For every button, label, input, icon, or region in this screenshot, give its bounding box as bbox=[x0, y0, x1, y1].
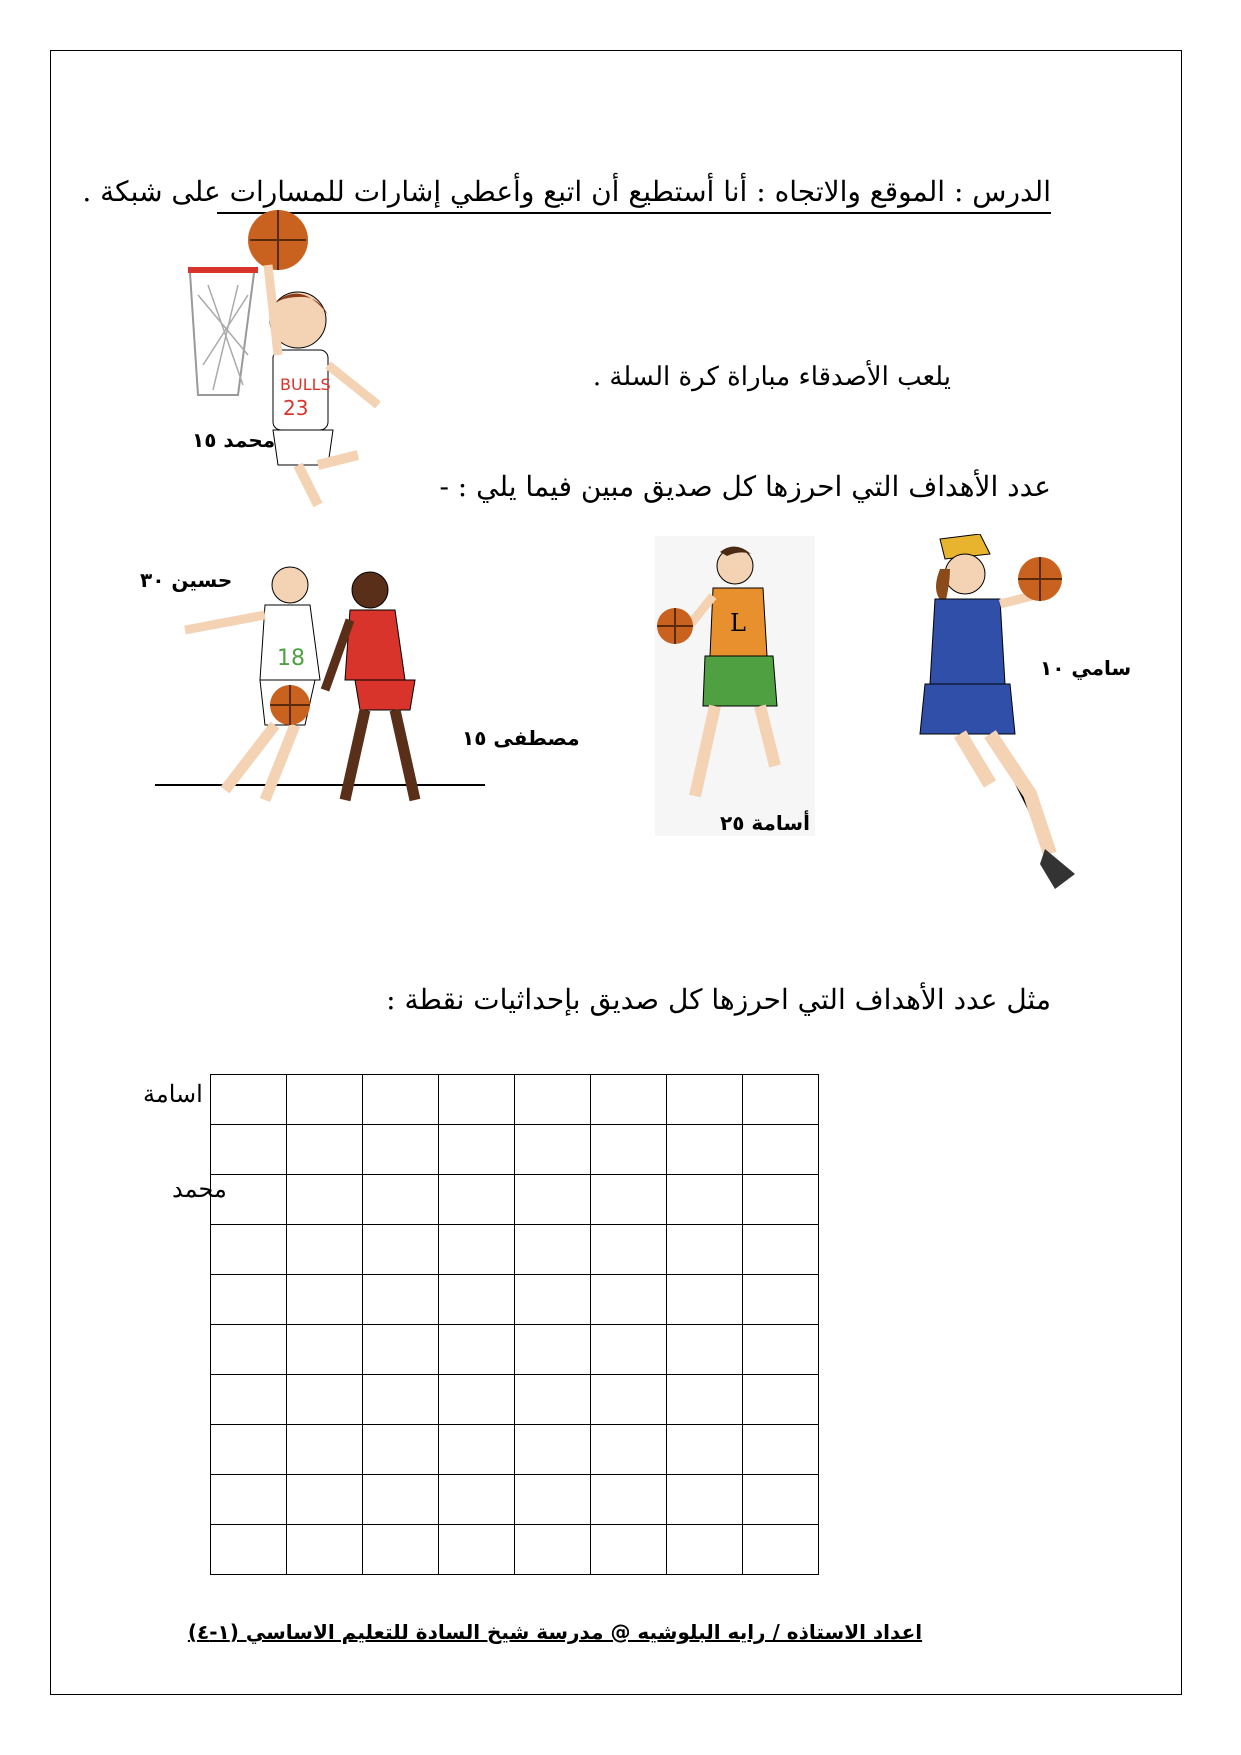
grid-row-label-osama: اسامة bbox=[143, 1080, 203, 1108]
player-dribble-illustration bbox=[655, 536, 815, 836]
svg-text:18: 18 bbox=[277, 646, 305, 671]
grid-cell[interactable] bbox=[743, 1525, 819, 1575]
grid-cell[interactable] bbox=[287, 1475, 363, 1525]
grid-cell[interactable] bbox=[287, 1325, 363, 1375]
grid-row bbox=[211, 1175, 819, 1225]
grid-cell[interactable] bbox=[439, 1175, 515, 1225]
grid-cell[interactable] bbox=[363, 1225, 439, 1275]
grid-row bbox=[211, 1425, 819, 1475]
grid-cell[interactable] bbox=[439, 1325, 515, 1375]
grid-cell[interactable] bbox=[211, 1425, 287, 1475]
grid-cell[interactable] bbox=[211, 1225, 287, 1275]
grid-cell[interactable] bbox=[439, 1125, 515, 1175]
grid-cell[interactable] bbox=[743, 1475, 819, 1525]
grid-cell[interactable] bbox=[211, 1325, 287, 1375]
grid-cell[interactable] bbox=[211, 1475, 287, 1525]
intro-line: يلعب الأصدقاء مباراة كرة السلة . bbox=[592, 362, 951, 392]
grid-cell[interactable] bbox=[363, 1425, 439, 1475]
task-instruction: مثل عدد الأهداف التي احرزها كل صديق بإحداثيات نقطة : bbox=[386, 983, 1051, 1016]
grid-cell[interactable] bbox=[439, 1525, 515, 1575]
player-label-mustafa: مصطفى ١٥ bbox=[462, 726, 580, 750]
grid-cell[interactable] bbox=[591, 1225, 667, 1275]
player-label-mohammed: محمد ١٥ bbox=[192, 428, 276, 452]
grid-cell[interactable] bbox=[743, 1075, 819, 1125]
grid-cell[interactable] bbox=[667, 1175, 743, 1225]
grid-cell[interactable] bbox=[211, 1525, 287, 1575]
grid-cell[interactable] bbox=[515, 1275, 591, 1325]
svg-text:BULLS: BULLS bbox=[280, 375, 331, 394]
grid-cell[interactable] bbox=[515, 1475, 591, 1525]
grid-cell[interactable] bbox=[363, 1075, 439, 1125]
grid-cell[interactable] bbox=[287, 1225, 363, 1275]
grid-cell[interactable] bbox=[439, 1075, 515, 1125]
grid-cell[interactable] bbox=[211, 1175, 287, 1225]
grid-cell[interactable] bbox=[591, 1175, 667, 1225]
grid-cell[interactable] bbox=[287, 1425, 363, 1475]
grid-cell[interactable] bbox=[515, 1175, 591, 1225]
grid-cell[interactable] bbox=[591, 1125, 667, 1175]
grid-cell[interactable] bbox=[439, 1275, 515, 1325]
grid-cell[interactable] bbox=[667, 1375, 743, 1425]
grid-row bbox=[211, 1475, 819, 1525]
grid-cell[interactable] bbox=[591, 1075, 667, 1125]
grid-cell[interactable] bbox=[211, 1375, 287, 1425]
grid-cell[interactable] bbox=[743, 1175, 819, 1225]
coordinate-grid[interactable] bbox=[210, 1074, 819, 1575]
grid-row bbox=[211, 1275, 819, 1325]
grid-cell[interactable] bbox=[363, 1325, 439, 1375]
svg-text:23: 23 bbox=[283, 396, 309, 420]
players-duel-illustration bbox=[155, 560, 495, 860]
grid-cell[interactable] bbox=[287, 1375, 363, 1425]
grid-cell[interactable] bbox=[287, 1275, 363, 1325]
grid-row bbox=[211, 1375, 819, 1425]
grid-cell[interactable] bbox=[515, 1225, 591, 1275]
player-girl-illustration bbox=[900, 534, 1110, 909]
grid-cell[interactable] bbox=[363, 1475, 439, 1525]
grid-cell[interactable] bbox=[211, 1125, 287, 1175]
grid-cell[interactable] bbox=[363, 1375, 439, 1425]
grid-cell[interactable] bbox=[667, 1125, 743, 1175]
grid-cell[interactable] bbox=[515, 1125, 591, 1175]
grid-cell[interactable] bbox=[667, 1425, 743, 1475]
grid-cell[interactable] bbox=[515, 1525, 591, 1575]
player-label-osama: أسامة ٢٥ bbox=[720, 811, 810, 835]
grid-cell[interactable] bbox=[743, 1425, 819, 1475]
grid-cell[interactable] bbox=[287, 1075, 363, 1125]
grid-cell[interactable] bbox=[743, 1125, 819, 1175]
grid-cell[interactable] bbox=[667, 1325, 743, 1375]
grid-row bbox=[211, 1225, 819, 1275]
player-label-hussein: حسين ٣٠ bbox=[140, 568, 233, 592]
grid-cell[interactable] bbox=[743, 1275, 819, 1325]
grid-cell[interactable] bbox=[667, 1275, 743, 1325]
grid-cell[interactable] bbox=[211, 1275, 287, 1325]
grid-cell[interactable] bbox=[439, 1225, 515, 1275]
grid-cell[interactable] bbox=[743, 1325, 819, 1375]
grid-cell[interactable] bbox=[363, 1175, 439, 1225]
grid-cell[interactable] bbox=[287, 1525, 363, 1575]
grid-cell[interactable] bbox=[667, 1525, 743, 1575]
grid-cell[interactable] bbox=[591, 1275, 667, 1325]
grid-cell[interactable] bbox=[591, 1375, 667, 1425]
grid-row bbox=[211, 1525, 819, 1575]
grid-row bbox=[211, 1125, 819, 1175]
grid-row-label-mohammed: محمد bbox=[172, 1175, 227, 1203]
grid-cell[interactable] bbox=[515, 1325, 591, 1375]
lesson-title: الدرس : الموقع والاتجاه : أنا أستطيع أن اتبع وأعطي إشارات للمسارات على شبكة . bbox=[217, 175, 1051, 214]
grid-cell[interactable] bbox=[287, 1125, 363, 1175]
grid-cell[interactable] bbox=[591, 1425, 667, 1475]
grid-cell[interactable] bbox=[743, 1225, 819, 1275]
grid-cell[interactable] bbox=[515, 1075, 591, 1125]
grid-cell[interactable] bbox=[591, 1525, 667, 1575]
grid-cell[interactable] bbox=[363, 1125, 439, 1175]
grid-cell[interactable] bbox=[667, 1075, 743, 1125]
grid-cell[interactable] bbox=[591, 1325, 667, 1375]
grid-cell[interactable] bbox=[439, 1475, 515, 1525]
grid-cell[interactable] bbox=[591, 1475, 667, 1525]
player-label-sami: سامي ١٠ bbox=[1040, 656, 1132, 680]
svg-text:L: L bbox=[730, 609, 746, 637]
grid-row bbox=[211, 1325, 819, 1375]
goals-intro-line: عدد الأهداف التي احرزها كل صديق مبين فيما يلي : - bbox=[439, 470, 1051, 503]
grid-cell[interactable] bbox=[667, 1475, 743, 1525]
player-dunk-illustration bbox=[168, 205, 408, 525]
grid-row bbox=[211, 1075, 819, 1125]
grid-cell[interactable] bbox=[439, 1425, 515, 1475]
grid-cell[interactable] bbox=[667, 1225, 743, 1275]
grid-cell[interactable] bbox=[363, 1275, 439, 1325]
grid-cell[interactable] bbox=[743, 1375, 819, 1425]
grid-cell[interactable] bbox=[515, 1375, 591, 1425]
grid-cell[interactable] bbox=[211, 1075, 287, 1125]
grid-cell[interactable] bbox=[287, 1175, 363, 1225]
footer-credit: اعداد الاستاذه / رايه البلوشيه @ مدرسة شيخ السادة للتعليم الاساسي (١-٤) bbox=[187, 1620, 923, 1644]
grid-cell[interactable] bbox=[515, 1425, 591, 1475]
grid-cell[interactable] bbox=[363, 1525, 439, 1575]
grid-cell[interactable] bbox=[439, 1375, 515, 1425]
